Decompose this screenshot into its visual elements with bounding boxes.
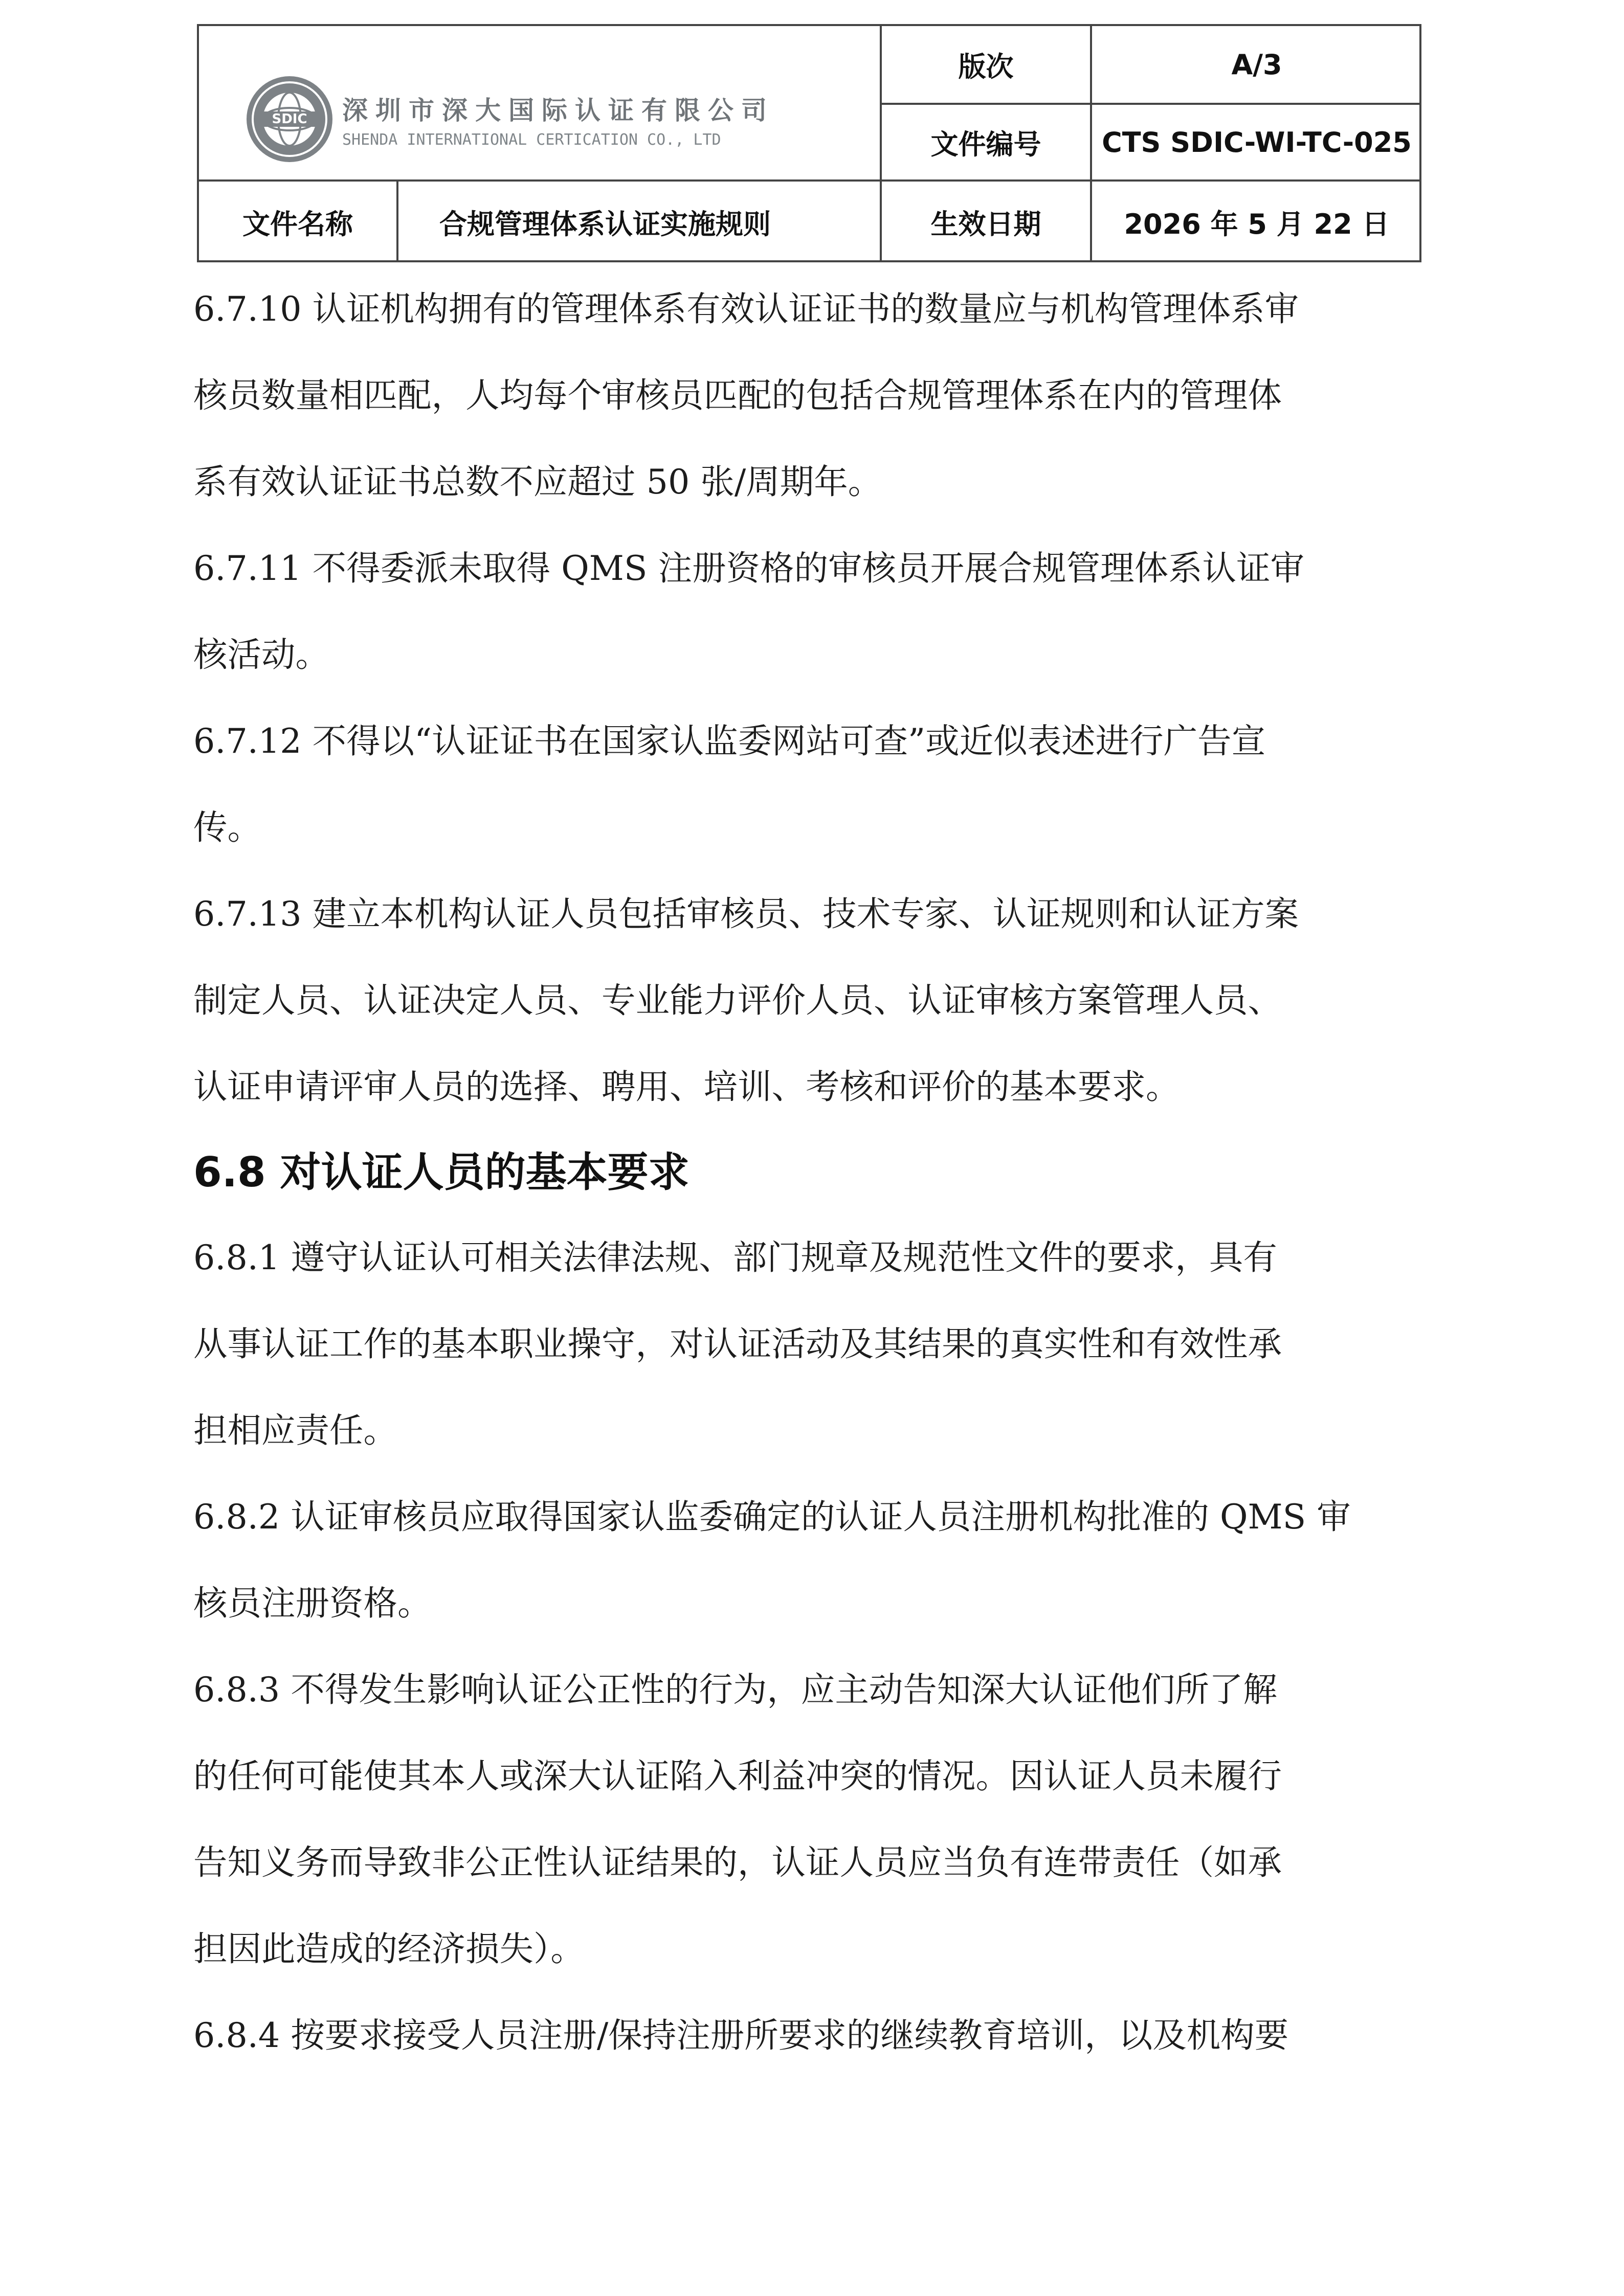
doc-name-value: 合规管理体系认证实施规则 [439, 208, 771, 240]
clause-6-7-12 [193, 698, 1441, 871]
clause-6-8-3 [193, 1647, 1441, 1992]
effective-date-label: 生效日期 [930, 208, 1041, 240]
clause-6-8-1 [193, 1214, 1441, 1474]
text-line: 系有效认证证书总数不应超过 50 张/周期年。 [193, 462, 882, 502]
clause-6-7-13 [193, 871, 1441, 1130]
company-logo [245, 54, 782, 182]
text-line: 6.7.13 建立本机构认证人员包括审核员、技术专家、认证规则和认证方案 [193, 894, 1299, 934]
effective-date-value: 2026 年 5 月 22 日 [1124, 208, 1390, 240]
text-line: 6.7.12 不得以“认证证书在国家认监委网站可查”或近似表述进行广告宣 [193, 721, 1266, 761]
text-line: 担因此造成的经济损失）。 [193, 1929, 585, 1969]
text-line: 制定人员、认证决定人员、专业能力评价人员、认证审核方案管理人员、 [193, 980, 1282, 1020]
version-label: 版次 [958, 50, 1014, 83]
version-value: A/3 [1231, 48, 1282, 81]
doc-number-value: CTS SDIC-WI-TC-025 [1102, 126, 1412, 159]
company-name-en: SHENDA INTERNATIONAL CERTICATION CO., LTD [342, 131, 721, 149]
document-body [193, 266, 1441, 2079]
text-line: 告知义务而导致非公正性认证结果的，认证人员应当负有连带责任（如承 [193, 1842, 1282, 1882]
text-line: 担相应责任。 [193, 1410, 397, 1450]
text-line: 认证申请评审人员的选择、聘用、培训、考核和评价的基本要求。 [193, 1067, 1180, 1107]
company-seal-icon [245, 75, 335, 164]
text-line: 6.8.4 按要求接受人员注册/保持注册所要求的继续教育培训，以及机构要 [193, 2015, 1289, 2055]
svg-text:SDIC: SDIC [272, 111, 307, 127]
text-line: 6.8.1 遵守认证认可相关法律法规、部门规章及规范性文件的要求，具有 [193, 1237, 1277, 1277]
section-heading-6-8: 6.8 对认证人员的基本要求 [193, 1149, 689, 1196]
clause-6-8-4 [193, 1992, 1441, 2079]
text-line: 的任何可能使其本人或深大认证陷入利益冲突的情况。因认证人员未履行 [193, 1756, 1282, 1796]
text-line: 传。 [193, 807, 261, 847]
clause-6-7-11 [193, 525, 1441, 698]
text-line: 6.8.2 认证审核员应取得国家认监委确定的认证人员注册机构批准的 QMS 审 [193, 1497, 1351, 1537]
clause-6-8-2 [193, 1474, 1441, 1647]
text-line: 6.7.10 认证机构拥有的管理体系有效认证证书的数量应与机构管理体系审 [193, 289, 1299, 329]
clause-6-7-10 [193, 266, 1441, 525]
text-line: 6.8.3 不得发生影响认证公正性的行为，应主动告知深大认证他们所了解 [193, 1670, 1277, 1709]
text-line: 6.7.11 不得委派未取得 QMS 注册资格的审核员开展合规管理体系认证审 [193, 548, 1305, 588]
text-line: 核员注册资格。 [193, 1583, 432, 1623]
doc-name-label: 文件名称 [242, 208, 353, 240]
text-line: 核员数量相匹配，人均每个审核员匹配的包括合规管理体系在内的管理体 [193, 375, 1282, 415]
text-line: 核活动。 [193, 635, 329, 674]
document-header-table [197, 24, 1421, 262]
company-name-cn: 深圳市深大国际认证有限公司 [342, 96, 774, 125]
text-line: 从事认证工作的基本职业操守，对认证活动及其结果的真实性和有效性承 [193, 1324, 1282, 1364]
doc-number-label: 文件编号 [930, 128, 1041, 161]
